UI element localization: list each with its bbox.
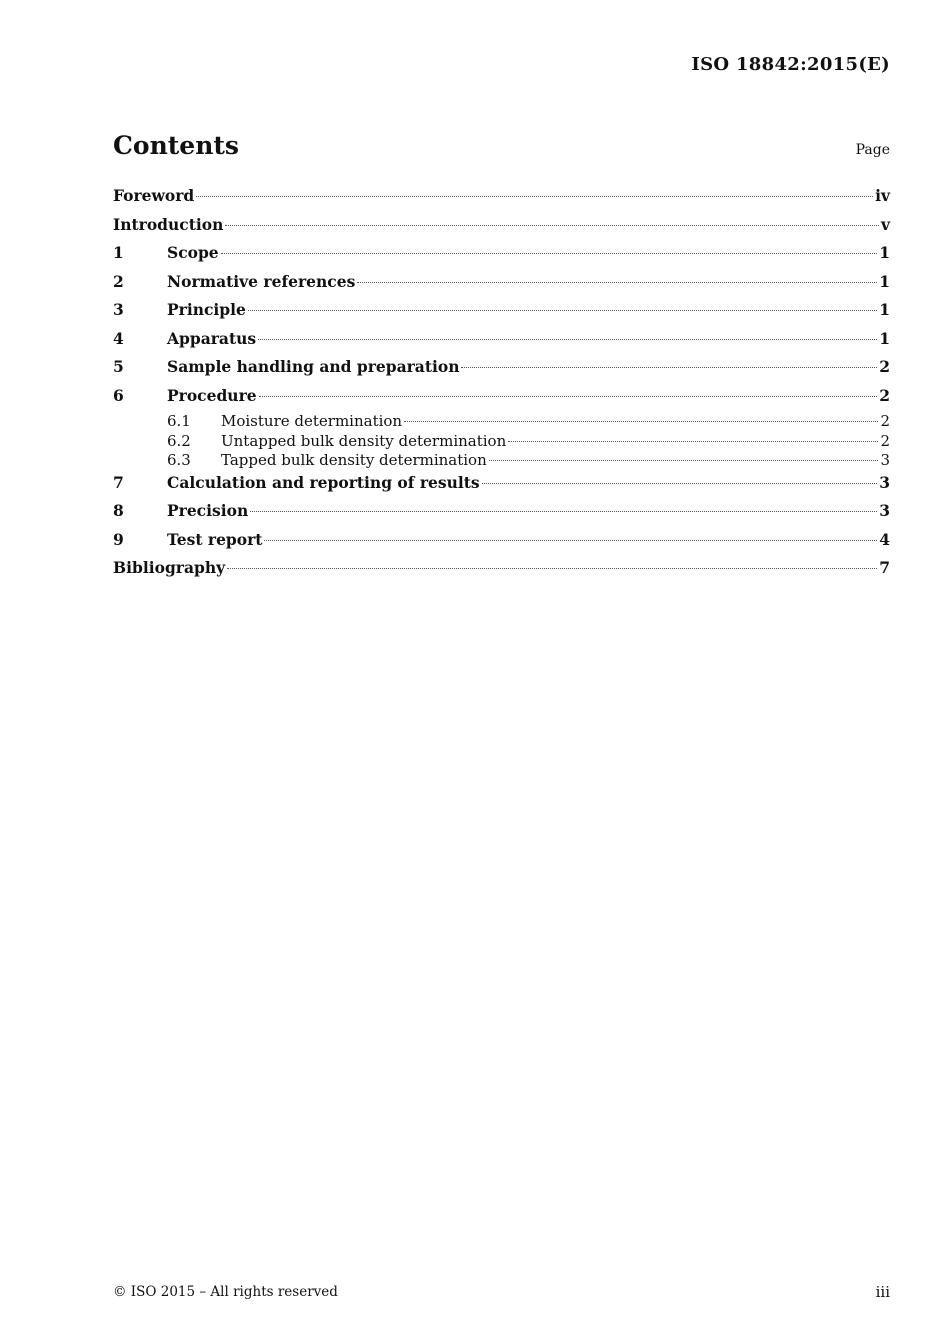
toc-entry-title[interactable]: Tapped bulk density determination xyxy=(221,451,487,469)
toc-entry[interactable] xyxy=(113,471,890,500)
toc-entry-title[interactable]: Apparatus xyxy=(167,328,257,348)
toc-entry-title[interactable]: Untapped bulk density determination xyxy=(221,431,507,450)
toc-entry-page[interactable]: 3 xyxy=(880,451,890,469)
toc-entry-page[interactable]: 7 xyxy=(879,558,890,577)
toc-entry-title[interactable]: Bibliography xyxy=(113,558,226,577)
toc-entry-page[interactable]: v xyxy=(880,214,890,234)
toc-entry[interactable] xyxy=(113,355,890,384)
page-number: iii xyxy=(875,1283,890,1301)
toc-entry[interactable] xyxy=(113,556,890,585)
toc-entry[interactable] xyxy=(113,184,890,213)
toc-subentry[interactable] xyxy=(113,451,890,471)
toc-entry-page[interactable]: 3 xyxy=(879,472,890,492)
toc-entry-page[interactable]: 2 xyxy=(879,385,890,405)
toc-entry-title[interactable]: Precision xyxy=(167,501,249,520)
toc-subentry[interactable] xyxy=(113,432,890,452)
dot-leader xyxy=(221,253,878,254)
toc-entry[interactable] xyxy=(113,241,890,270)
toc-entry[interactable] xyxy=(113,499,890,528)
document-id: ISO 18842:2015(E) xyxy=(691,54,890,75)
dot-leader xyxy=(489,460,879,461)
toc-entry-page[interactable]: 2 xyxy=(880,431,890,450)
toc-entry-number: 9 xyxy=(113,529,124,549)
toc-entry[interactable] xyxy=(113,327,890,356)
toc-entry-title[interactable]: Scope xyxy=(167,243,219,262)
toc-entry-page[interactable]: 1 xyxy=(879,300,890,319)
toc-entry-number: 5 xyxy=(113,357,124,376)
dot-leader xyxy=(196,196,873,197)
copyright-notice: © ISO 2015 – All rights reserved xyxy=(113,1284,338,1300)
dot-leader xyxy=(357,282,877,283)
dot-leader xyxy=(264,540,877,541)
toc-entry-title[interactable]: Sample handling and preparation xyxy=(167,357,460,376)
toc-entry-number: 7 xyxy=(113,472,124,492)
dot-leader xyxy=(508,441,878,442)
toc-entry-number: 6.1 xyxy=(167,412,191,430)
toc-entry-number: 6.3 xyxy=(167,451,191,469)
toc-entry-title[interactable]: Calculation and reporting of results xyxy=(167,472,480,492)
toc-entry-title[interactable]: Principle xyxy=(167,300,246,319)
contents-heading: Contents xyxy=(113,131,240,160)
toc-entry-page[interactable]: 2 xyxy=(880,412,890,430)
toc-entry-title[interactable]: Normative references xyxy=(167,271,356,291)
dot-leader xyxy=(482,483,878,484)
dot-leader xyxy=(404,421,878,422)
dot-leader xyxy=(258,339,877,340)
dot-leader xyxy=(250,511,877,512)
table-of-contents xyxy=(113,184,890,585)
toc-entry-page[interactable]: 3 xyxy=(879,501,890,520)
dot-leader xyxy=(248,310,877,311)
toc-entry-number: 4 xyxy=(113,328,124,348)
toc-entry-title[interactable]: Test report xyxy=(167,529,263,549)
dot-leader xyxy=(225,225,879,226)
toc-entry-number: 6 xyxy=(113,385,124,405)
toc-entry-page[interactable]: 1 xyxy=(879,243,890,262)
dot-leader xyxy=(259,396,878,397)
toc-entry[interactable] xyxy=(113,213,890,242)
toc-entry-page[interactable]: 1 xyxy=(879,328,890,348)
toc-entry-page[interactable]: 4 xyxy=(879,529,890,549)
toc-entry[interactable] xyxy=(113,528,890,557)
toc-entry-number: 1 xyxy=(113,243,124,262)
toc-entry-number: 3 xyxy=(113,300,124,319)
dot-leader xyxy=(461,367,877,368)
toc-entry-page[interactable]: 2 xyxy=(879,357,890,376)
toc-entry-number: 6.2 xyxy=(167,431,191,450)
toc-entry[interactable] xyxy=(113,298,890,327)
toc-entry-page[interactable]: iv xyxy=(875,186,890,205)
dot-leader xyxy=(227,568,877,569)
toc-entry[interactable] xyxy=(113,384,890,413)
toc-entry-title[interactable]: Introduction xyxy=(113,214,224,234)
toc-entry-title[interactable]: Foreword xyxy=(113,186,195,205)
toc-entry-number: 2 xyxy=(113,271,124,291)
toc-entry-page[interactable]: 1 xyxy=(879,271,890,291)
toc-entry-title[interactable]: Procedure xyxy=(167,385,257,405)
toc-entry-title[interactable]: Moisture determination xyxy=(221,412,403,430)
toc-entry[interactable] xyxy=(113,270,890,299)
toc-subentry[interactable] xyxy=(113,412,890,432)
page-column-label: Page xyxy=(855,142,890,158)
toc-entry-number: 8 xyxy=(113,501,124,520)
